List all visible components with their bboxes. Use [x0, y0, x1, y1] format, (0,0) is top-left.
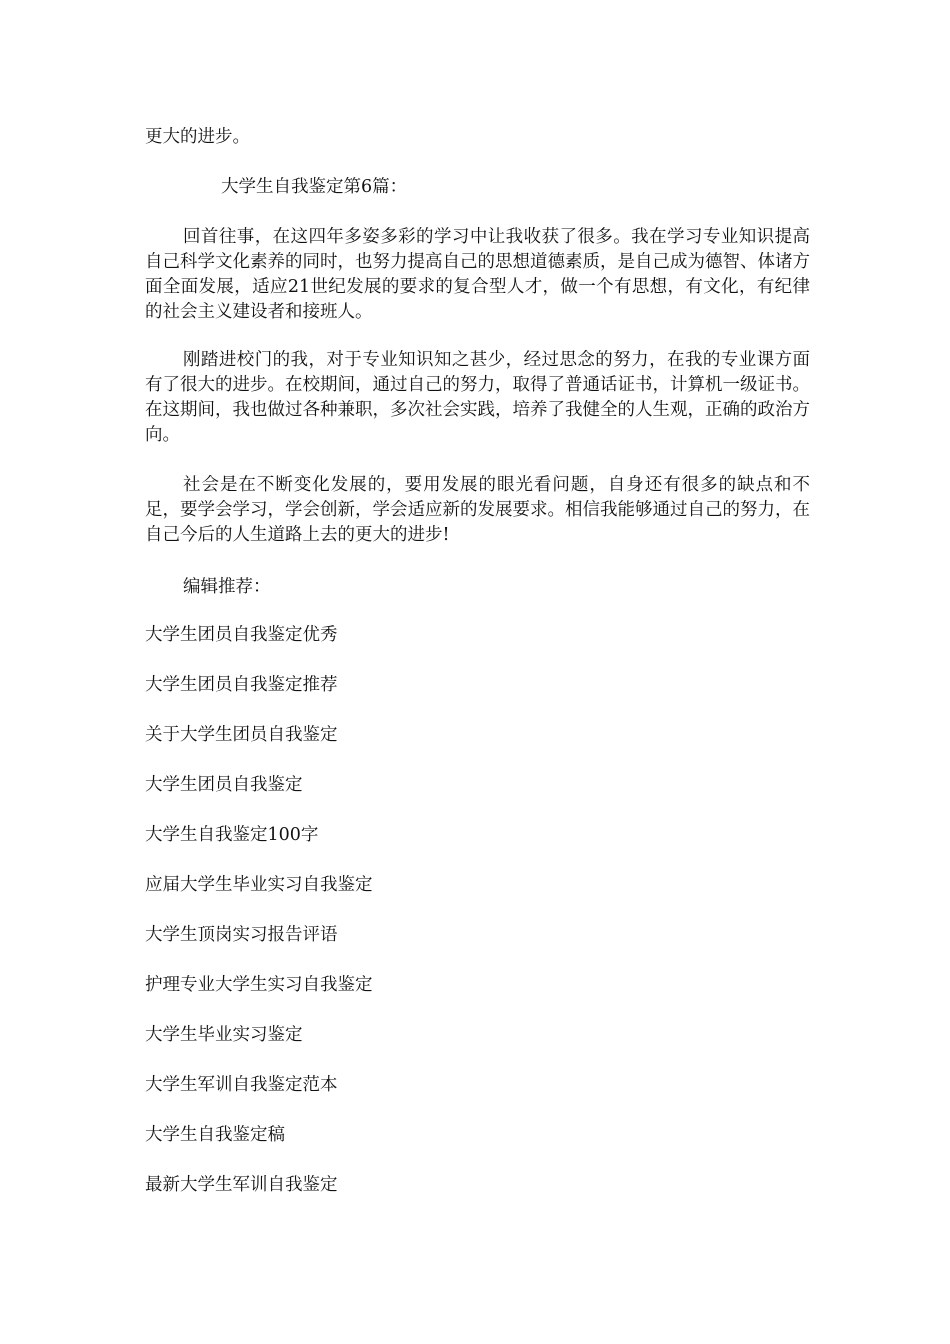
recommendation-item[interactable]: 大学生团员自我鉴定推荐 [145, 675, 338, 695]
recommendation-item[interactable]: 大学生毕业实习鉴定 [145, 1025, 303, 1045]
recommendation-item[interactable]: 应届大学生毕业实习自我鉴定 [145, 875, 373, 895]
recommendation-item[interactable]: 关于大学生团员自我鉴定 [145, 725, 338, 745]
recommend-label: 编辑推荐： [183, 577, 271, 597]
recommendation-item[interactable]: 最新大学生军训自我鉴定 [145, 1175, 338, 1195]
recommendation-item[interactable]: 大学生团员自我鉴定 [145, 775, 303, 795]
paragraph-3: 社会是在不断变化发展的，要用发展的眼光看问题，自身还有很多的缺点和不足，要学会学习，学会创新，学会适应新的发展要求。相信我能够通过自己的努力，在自己今后的人生道路上去的更大的进步! [145, 475, 810, 545]
continuation-text: 更大的进步。 [145, 127, 250, 147]
recommendation-item[interactable]: 大学生团员自我鉴定优秀 [145, 625, 338, 645]
recommendation-item[interactable]: 大学生自我鉴定稿 [145, 1125, 285, 1145]
section-heading: 大学生自我鉴定第6篇： [221, 177, 408, 197]
recommendation-item[interactable]: 大学生军训自我鉴定范本 [145, 1075, 338, 1095]
recommendation-item[interactable]: 大学生顶岗实习报告评语 [145, 925, 338, 945]
recommendation-item[interactable]: 大学生自我鉴定100字 [145, 825, 319, 845]
recommendation-list [145, 623, 373, 1223]
recommendation-item[interactable]: 护理专业大学生实习自我鉴定 [145, 975, 373, 995]
paragraph-1: 回首往事，在这四年多姿多彩的学习中让我收获了很多。我在学习专业知识提高自己科学文化素养的同时，也努力提高自己的思想道德素质，是自己成为德智、体诸方面全面发展，适应21世纪发展的要求的复合型人才，做一个有思想，有文化，有纪律的社会主义建设者和接班人。 [145, 227, 810, 322]
paragraph-2: 刚踏进校门的我，对于专业知识知之甚少，经过思念的努力，在我的专业课方面有了很大的进步。在校期间，通过自己的努力，取得了普通话证书，计算机一级证书。在这期间，我也做过各种兼职，多次社会实践，培养了我健全的人生观，正确的政治方向。 [145, 350, 810, 445]
